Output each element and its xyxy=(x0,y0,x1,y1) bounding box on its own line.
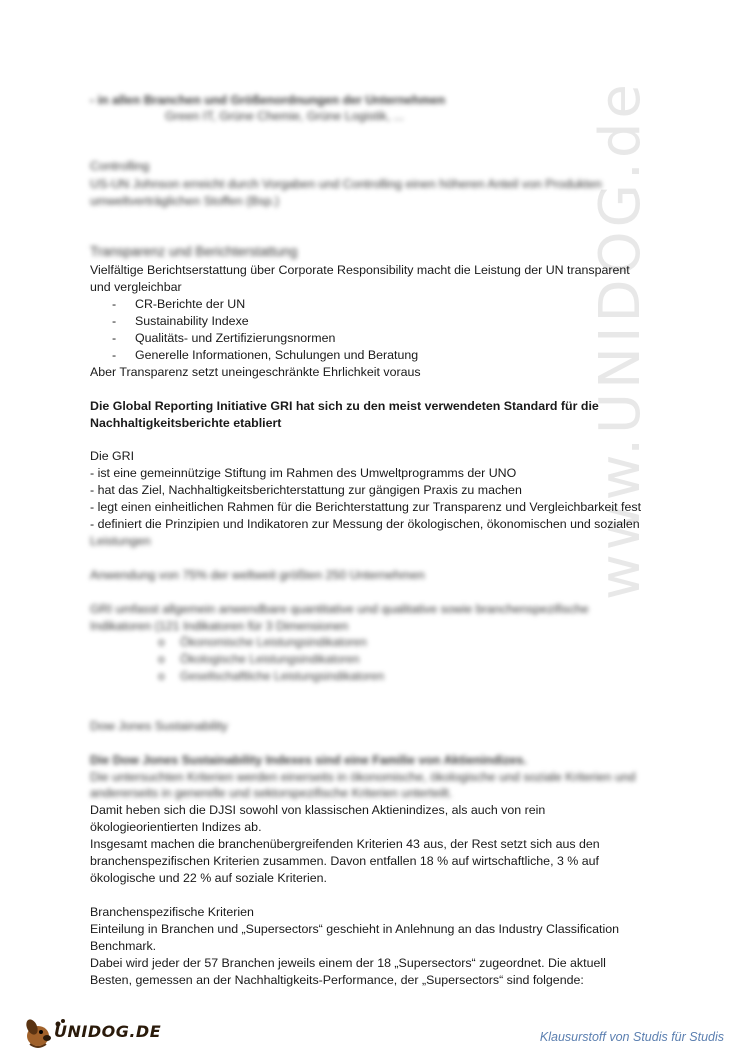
list-item: - hat das Ziel, Nachhaltigkeitsberichterstattung zur gängigen Praxis zu machen xyxy=(90,483,522,497)
paragraph-line: branchenspezifischen Kriterien zusammen. Davon entfallen 18 % auf wirtschaftliche, 3 % auf xyxy=(90,854,599,868)
blurred-line: umweltverträglichen Stoffen (Bsp.) xyxy=(90,194,280,208)
blurred-line: Die untersuchten Kriterien werden einerseits in ökonomische, ökologische und soziale Kriterien und xyxy=(90,770,636,784)
blurred-heading: Controlling xyxy=(90,159,150,173)
list-item: - ist eine gemeinnützige Stiftung im Rahmen des Umweltprogramms der UNO xyxy=(90,466,517,480)
bullet-marker: - xyxy=(112,348,117,362)
blurred-line: andererseits in generelle und sektorspezifische Kriterien unterteilt. xyxy=(90,786,453,800)
bullet-item: Qualitäts- und Zertifizierungsnormen xyxy=(135,331,336,345)
paragraph-line: Einteilung in Branchen und „Supersectors“ geschieht in Anlehnung an das Industry Classification xyxy=(90,922,619,936)
bullet-item: CR-Berichte der UN xyxy=(135,297,246,311)
blurred-line: Green IT, Grüne Chemie, Grüne Logistik, ... xyxy=(165,109,404,123)
bullet-marker: - xyxy=(112,297,117,311)
blurred-line: Leistungen xyxy=(90,534,151,548)
paragraph-line: Besten, gemessen an der Nachhaltigkeits-Performance, der „Supersectors“ sind folgende: xyxy=(90,973,584,987)
paragraph-line: Damit heben sich die DJSI sowohl von klassischen Aktienindizes, als auch von rein xyxy=(90,803,546,817)
blurred-sub-item: Ökologische Leistungsindikatoren xyxy=(180,652,360,666)
bullet-item: Sustainability Indexe xyxy=(135,314,249,328)
blurred-line: Indikatoren (121 Indikatoren für 3 Dimensionen xyxy=(90,619,349,633)
paragraph-line: Die GRI xyxy=(90,449,135,463)
blurred-sub-item: Ökonomische Leistungsindikatoren xyxy=(180,635,367,649)
blurred-line: GRI umfasst allgemein anwendbare quantitative und qualitative sowie branchenspezifische xyxy=(90,602,589,616)
sub-bullet-marker: o xyxy=(158,635,165,649)
paragraph-line: ökologische und 22 % auf soziale Kriterien. xyxy=(90,871,327,885)
blurred-line: US-UN Johnson erreicht durch Vorgaben und Controlling einen höheren Anteil von Produkten xyxy=(90,177,602,191)
watermark: www.UNIDOG.de xyxy=(588,80,653,600)
paragraph-line: Benchmark. xyxy=(90,939,157,953)
list-item: - legt einen einheitlichen Rahmen für die Berichterstattung zur Transparenz und Vergleichbarkeit fest xyxy=(90,500,642,514)
list-item: - definiert die Prinzipien und Indikatoren zur Messung der ökologischen, ökonomischen und sozialen xyxy=(90,517,640,531)
paragraph-line: Dabei wird jeder der 57 Branchen jeweils einem der 18 „Supersectors“ zugeordnet. Die aktuell xyxy=(90,956,606,970)
sub-bullet-marker: o xyxy=(158,652,165,666)
bullet-marker: - xyxy=(112,314,117,328)
blurred-sub-item: Gesellschaftliche Leistungsindikatoren xyxy=(180,669,385,683)
paragraph-line: Aber Transparenz setzt uneingeschränkte Ehrlichkeit voraus xyxy=(90,365,421,379)
paragraph-line: Insgesamt machen die branchenübergreifenden Kriterien 43 aus, der Rest setzt sich aus den xyxy=(90,837,600,851)
section-heading: Die Global Reporting Initiative GRI hat sich zu den meist verwendeten Standard für die xyxy=(90,399,599,413)
blurred-heading: Dow Jones Sustainability xyxy=(90,719,228,733)
section-heading: Nachhaltigkeitsberichte etabliert xyxy=(90,416,282,430)
sub-bullet-marker: o xyxy=(158,669,165,683)
blurred-heading: Die Dow Jones Sustainability Indexes sind eine Familie von Aktienindizes. xyxy=(90,753,527,767)
paragraph-line: ökologieorientierten Indizes ab. xyxy=(90,820,262,834)
bullet-item: Generelle Informationen, Schulungen und Beratung xyxy=(135,348,419,362)
blurred-line: Anwendung von 75% der weltweit größten 250 Unternehmen xyxy=(90,568,425,582)
section-heading: Branchenspezifische Kriterien xyxy=(90,905,254,919)
blurred-heading: Transparenz und Berichterstattung xyxy=(90,244,298,259)
bullet-marker: - xyxy=(112,331,117,345)
paragraph-line: und vergleichbar xyxy=(90,280,182,294)
blurred-line: - in allen Branchen und Größenordnungen der Unternehmen xyxy=(90,93,446,107)
footer-slogan: Klausurstoff von Studis für Studis xyxy=(539,1030,724,1044)
paragraph-line: Vielfältige Berichtserstattung über Corporate Responsibility macht die Leistung der UN transparent xyxy=(90,263,630,277)
logo-text: UNIDOG.DE xyxy=(54,1022,162,1041)
